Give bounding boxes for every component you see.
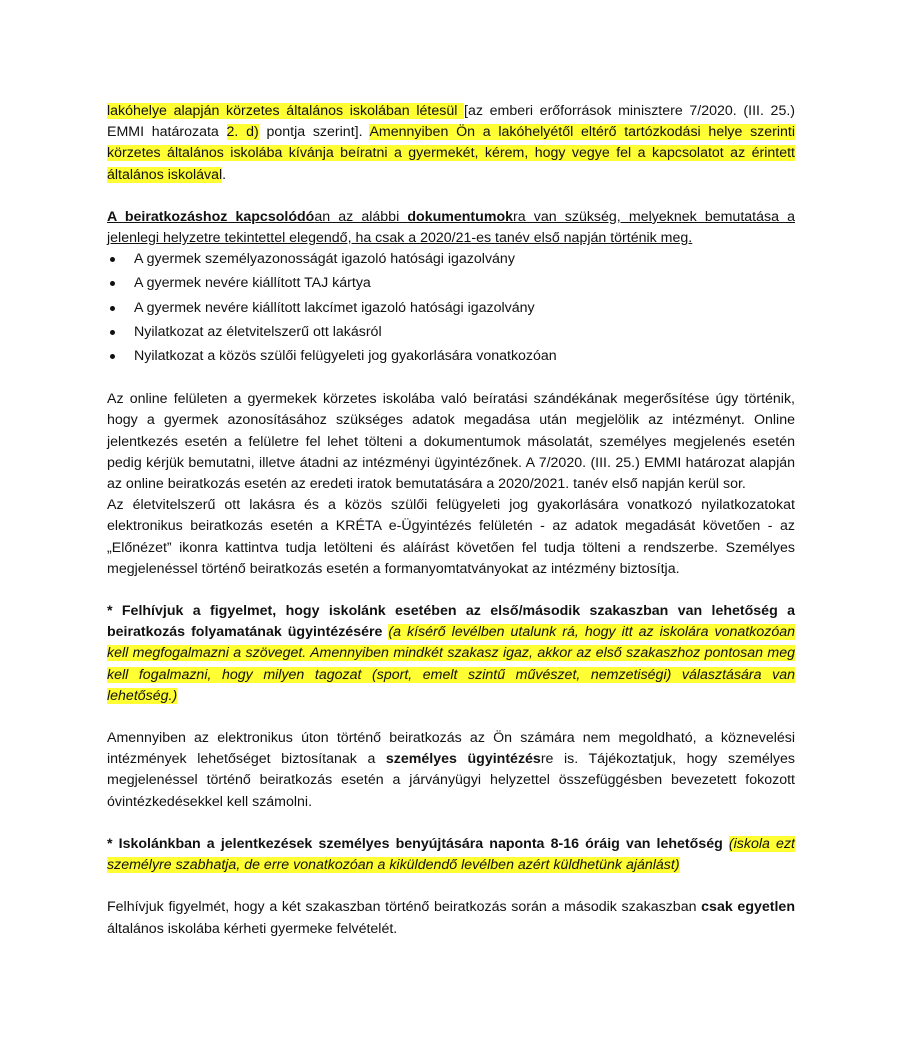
list-item: A gyermek nevére kiállított lakcímet igazoló hatósági igazolvány <box>107 298 795 319</box>
highlighted-text: lakóhelye alapján körzetes általános iskolában létesül <box>107 103 465 119</box>
text-span: pontja szerint]. <box>258 124 370 141</box>
list-item: A gyermek nevére kiállított TAJ kártya <box>107 273 795 294</box>
highlighted-text: Amennyiben Ön a lakóhelyétől eltérő tartózkodási helye szerinti körzetes általános iskolába kívánja beíratni a gyermekét, kérem, hogy vegye fel a kapcsolatot az érintett általános iskolával <box>107 124 796 183</box>
paragraph-documents-intro <box>107 207 795 249</box>
text-span: általános iskolába kérheti gyermeke felvételét. <box>107 920 398 937</box>
paragraph-declarations: Az életvitelszerű ott lakásra és a közös szülői felügyeleti jog gyakorlására vonatkozó nyilatkozatokat elektronikus beiratkozás esetén a KRÉTA e-Ügyintézés felületén - az adatok megadását követően - az „Előnézet” ikonra kattintva tudja letölteni és aláírást követően fel tudja tölteni a rendszerbe. Személyes megjelenéssel történő beiratkozás esetén a formanyomtatványokat az intézmény biztosítja. <box>107 497 795 577</box>
underlined-text: an az alábbi <box>314 208 408 225</box>
bold-text: csak egyetlen <box>701 899 795 916</box>
bold-underlined-text: A beiratkozáshoz kapcsolódó <box>107 208 315 225</box>
text-span: Felhívjuk figyelmét, hogy a két szakaszban történő beiratkozás során a második szakaszban <box>107 899 702 916</box>
text-span: az emberi erőforrások minisztere 7/2020. (III. 25.) EMMI határozata <box>107 103 795 141</box>
text-span: Amennyiben az elektronikus úton történő beiratkozás az Ön számára nem megoldható, a köznevelési intézmények lehetőséget biztosítanak a <box>107 730 795 768</box>
paragraph-single-school <box>107 897 795 939</box>
documents-list <box>107 249 795 367</box>
paragraph-district-school <box>107 101 795 186</box>
paragraph-personal-administration <box>107 728 795 813</box>
underlined-text: ra van szükség, melyeknek bemutatása a jelenlegi helyzetre tekintettel elegendő, ha csak a 2020/21-es tanév első napján történik meg. <box>107 208 795 247</box>
list-item: Nyilatkozat az életvitelszerű ott lakásról <box>107 322 795 343</box>
text-span: re is. Tájékoztatjuk, hogy személyes megjelenéssel történő beiratkozás esetén a járványügyi helyzettel összefüggésben bevezetett fokozott óvintézkedésekkel kell számolni. <box>107 751 795 810</box>
highlighted-italic-note: (a kísérő levélben utalunk rá, hogy itt az iskolára vonatkozóan kell megfogalmazni a szöveget. Amennyiben mindkét szakasz igaz, akkor az első szakaszhoz pontosan meg kell fogalmazni, hogy milyen tagozat (sport, emelt szintű művészet, nemzetiségi) választására van lehetőség.) <box>107 624 795 704</box>
list-item: A gyermek személyazonosságát igazoló hatósági igazolvány <box>107 249 795 270</box>
text-span: [ <box>464 103 468 119</box>
list-item: Nyilatkozat a közös szülői felügyeleti jog gyakorlására vonatkozóan <box>107 346 795 367</box>
paragraph-online-enrollment: Az online felületen a gyermekek körzetes iskolába való beíratási szándékának megerősítése úgy történik, hogy a gyermek azonosításához szükséges adatok megadása után megjelölik az intézményt. Online jelentkezés esetén a felületre fel lehet tölteni a dokumentumok másolatát, személyes megjelenés esetén pedig kérjük bemutatni, illetve átadni az intézményi ügyintézőnek. A 7/2020. (III. 25.) EMMI határozat alapján az online beiratkozás esetén az eredeti iratok bemutatására a 2020/2021. tanév első napján kerül sor. <box>107 391 795 493</box>
paragraph-enrollment-phase-notice <box>107 601 795 707</box>
highlighted-italic-note: (iskola ezt személyre szabhatja, de erre vonatkozóan a kiküldendő levélben azért küldhetünk ajánlást) <box>107 835 795 874</box>
bold-underlined-text: dokumentumok <box>407 208 513 225</box>
bold-notice: * Felhívjuk a figyelmet, hogy iskolánk esetében az első/második szakaszban van lehetőség a beiratkozás folyamatának ügyintézésére <box>107 603 795 641</box>
document-page <box>107 101 795 940</box>
paragraph-office-hours <box>107 834 795 876</box>
bold-notice: * Iskolánkban a jelentkezések személyes benyújtására naponta 8-16 óráig van lehetőség <box>107 835 723 852</box>
bold-text: személyes ügyintézés <box>385 751 541 768</box>
highlighted-text: 2. d) <box>226 124 259 141</box>
text-span: . <box>222 166 227 183</box>
